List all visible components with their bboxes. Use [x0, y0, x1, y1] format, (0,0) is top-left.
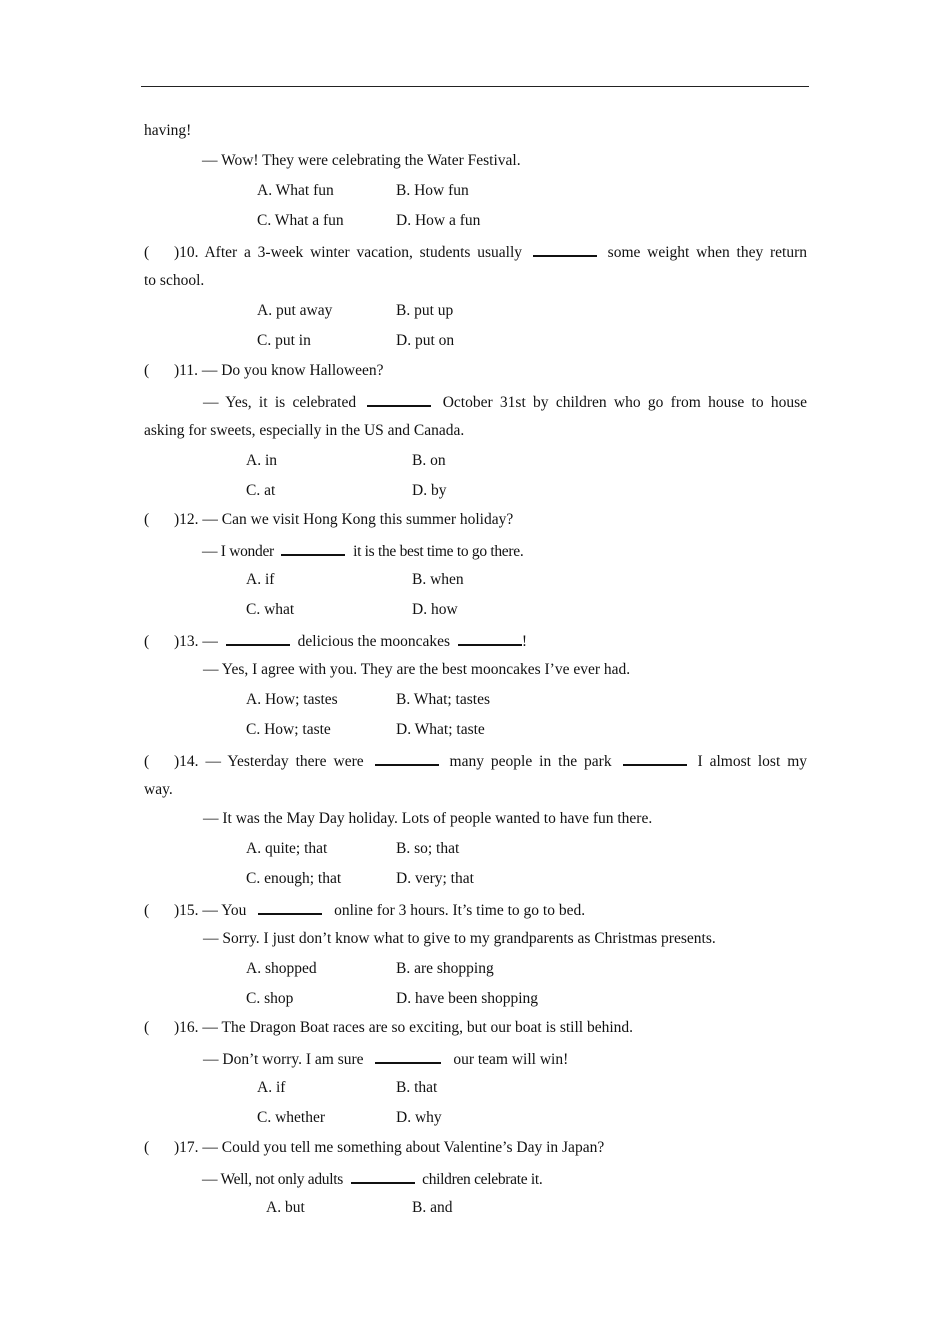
option-a: A. if	[246, 571, 275, 588]
answer-line-continued: asking for sweets, especially in the US and Canada.	[144, 422, 465, 439]
option-a: A. put away	[257, 302, 333, 319]
option-b: B. and	[412, 1199, 453, 1216]
option-a: A. shopped	[246, 960, 317, 977]
option-b: B. are shopping	[396, 960, 494, 977]
answer-blank[interactable]	[458, 630, 522, 646]
answer-paren: (	[144, 902, 150, 919]
answer-text: it is the best time to go there.	[353, 543, 524, 560]
answer-paren: (	[144, 1139, 150, 1156]
question-16	[144, 1018, 633, 1038]
question-text: many people in the park	[449, 753, 612, 770]
option-b: B. when	[412, 571, 464, 588]
answer-paren: (	[144, 753, 150, 770]
answer-paren: (	[144, 633, 150, 650]
answer-blank[interactable]	[375, 1048, 441, 1064]
question-text: )15. — You	[174, 902, 247, 919]
option-b: B. put up	[396, 302, 454, 319]
question-11	[144, 361, 384, 381]
answer-text: October 31st by children who go from house to house	[442, 394, 808, 411]
question-14-continued: way.	[144, 781, 173, 798]
option-d: D. What; taste	[396, 721, 485, 738]
question-text: delicious the mooncakes	[297, 633, 451, 650]
option-c: C. How; taste	[246, 721, 331, 738]
answer-paren: (	[144, 362, 150, 379]
option-a: A. How; tastes	[246, 691, 338, 708]
answer-paren: (	[144, 244, 150, 261]
question-13	[144, 630, 527, 652]
option-d: D. How a fun	[396, 212, 481, 229]
option-a: A. in	[246, 452, 277, 469]
question-10	[144, 241, 807, 263]
option-b: B. so; that	[396, 840, 460, 857]
option-a: A. but	[266, 1199, 305, 1216]
question-text: some weight when they return	[607, 244, 808, 261]
answer-blank[interactable]	[367, 391, 431, 407]
answer-text: — Don’t worry. I am sure	[203, 1051, 364, 1068]
question-text: )11. — Do you know Halloween?	[174, 362, 384, 379]
option-d: D. put on	[396, 332, 455, 349]
answer-text: our team will win!	[453, 1051, 569, 1068]
option-a: A. if	[257, 1079, 286, 1096]
answer-text: — I wonder	[202, 543, 274, 560]
answer-line	[202, 540, 523, 562]
answer-line: — Yes, I agree with you. They are the best mooncakes I’ve ever had.	[203, 661, 631, 678]
option-b: B. that	[396, 1079, 438, 1096]
answer-text: — Yes, it is celebrated	[203, 394, 357, 411]
option-d: D. have been shopping	[396, 990, 539, 1007]
option-a: A. quite; that	[246, 840, 328, 857]
question-text: )17. — Could you tell me something about Valentine’s Day in Japan?	[174, 1139, 605, 1156]
option-a: A. What fun	[257, 182, 334, 199]
option-b: B. How fun	[396, 182, 469, 199]
answer-line: — Wow! They were celebrating the Water Festival.	[202, 152, 521, 169]
question-text: online for 3 hours. It’s time to go to bed.	[334, 902, 586, 919]
option-d: D. by	[412, 482, 447, 499]
option-b: B. What; tastes	[396, 691, 490, 708]
question-17	[144, 1138, 604, 1158]
question-15	[144, 899, 585, 921]
option-c: C. enough; that	[246, 870, 342, 887]
answer-blank[interactable]	[375, 750, 439, 766]
answer-blank[interactable]	[281, 540, 345, 556]
option-d: D. very; that	[396, 870, 474, 887]
continued-text: having!	[144, 122, 192, 139]
answer-paren: (	[144, 1019, 150, 1036]
option-c: C. put in	[257, 332, 311, 349]
answer-line: — Sorry. I just don’t know what to give to my grandparents as Christmas presents.	[203, 930, 716, 947]
question-text: )13. —	[174, 633, 218, 650]
question-text: )12. — Can we visit Hong Kong this summer holiday?	[174, 511, 514, 528]
question-text: )16. — The Dragon Boat races are so exciting, but our boat is still behind.	[174, 1019, 634, 1036]
option-d: D. how	[412, 601, 458, 618]
header-rule	[141, 86, 809, 87]
question-text: )14. — Yesterday there were	[174, 753, 364, 770]
answer-blank[interactable]	[226, 630, 290, 646]
option-c: C. whether	[257, 1109, 326, 1126]
answer-line	[202, 1168, 542, 1190]
answer-paren: (	[144, 511, 150, 528]
option-b: B. on	[412, 452, 446, 469]
question-14	[144, 750, 807, 772]
question-10-continued: to school.	[144, 272, 205, 289]
answer-blank[interactable]	[258, 899, 322, 915]
answer-line: — It was the May Day holiday. Lots of people wanted to have fun there.	[203, 810, 653, 827]
answer-text: children celebrate it.	[422, 1171, 543, 1188]
option-d: D. why	[396, 1109, 442, 1126]
question-text: I almost lost my	[697, 753, 808, 770]
answer-line	[203, 1048, 568, 1070]
option-c: C. what	[246, 601, 295, 618]
answer-blank[interactable]	[623, 750, 687, 766]
option-c: C. at	[246, 482, 276, 499]
answer-text: — Well, not only adults	[202, 1171, 343, 1188]
answer-blank[interactable]	[351, 1168, 415, 1184]
question-text: )10. After a 3-week winter vacation, students usually	[174, 244, 523, 261]
option-c: C. shop	[246, 990, 294, 1007]
option-c: C. What a fun	[257, 212, 344, 229]
question-text: !	[521, 633, 528, 650]
answer-line	[203, 391, 807, 413]
answer-blank[interactable]	[533, 241, 597, 257]
question-12	[144, 510, 513, 530]
